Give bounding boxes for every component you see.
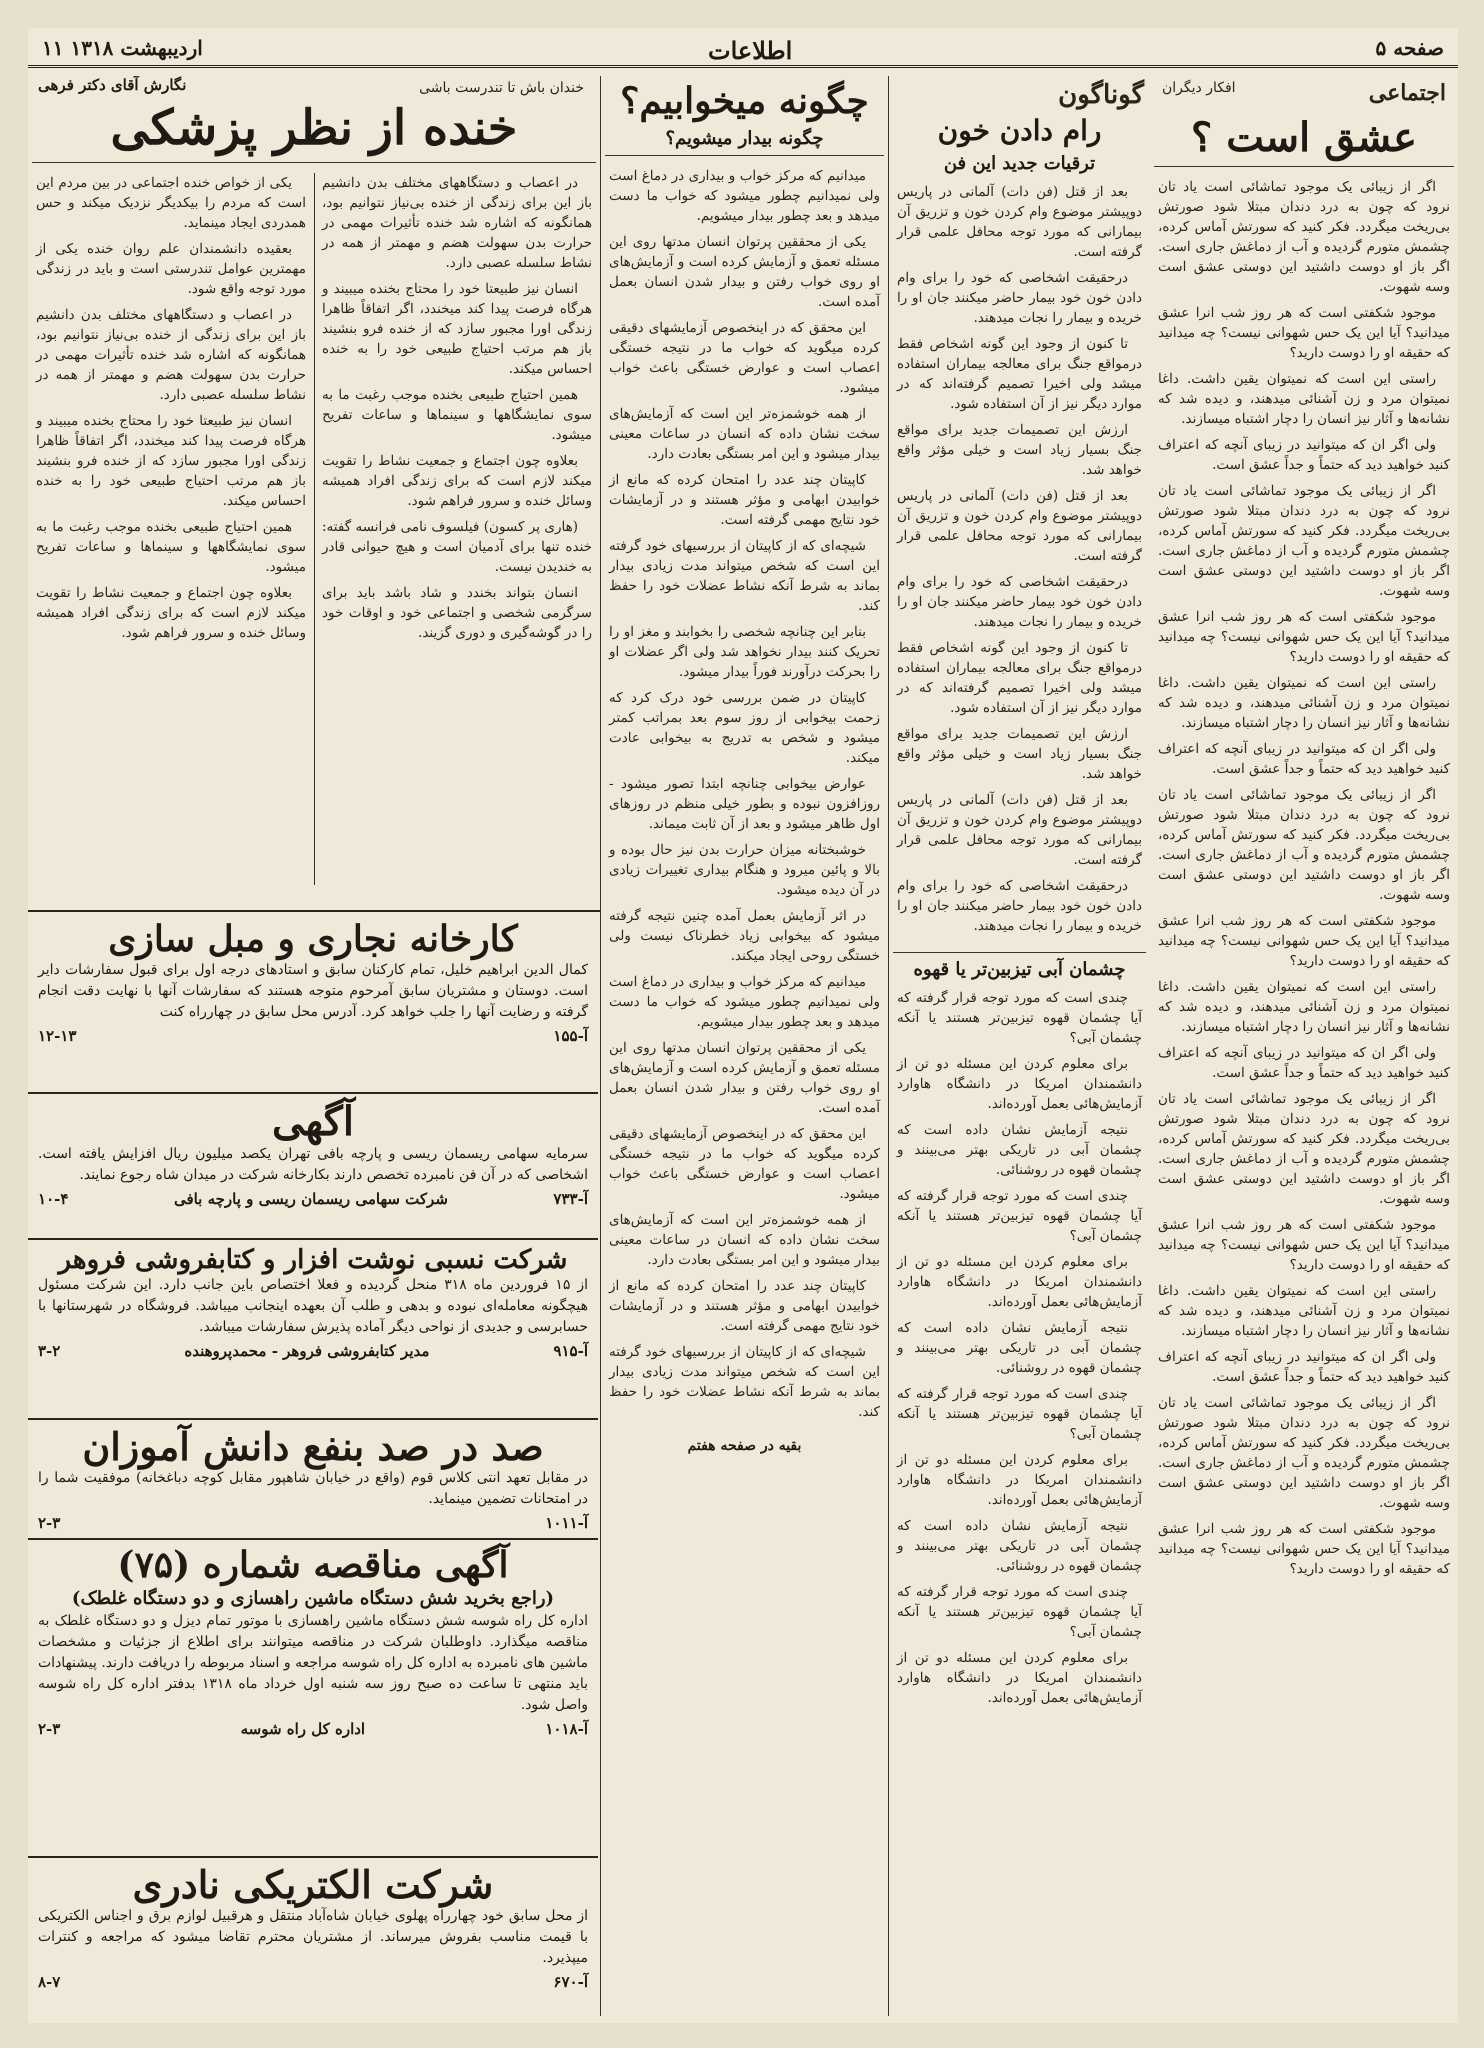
ad-title: کارخانه نجاری و مبل سازی: [108, 918, 518, 960]
divider: [32, 162, 596, 163]
paragraph: چندی است که مورد توجه قرار گرفته که آیا چشمان قهوه تیزبین‌تر هستند یا آنکه چشمان آبی؟: [897, 1583, 1142, 1640]
ad-body: کمال الدین ابراهیم خلیل، تمام کارکنان سابق و استادهای درجه اول برای قبول سفارشات دایر است. دوستان و مشتریان سابق آمرحوم متوجه هستند که سفارشات آنها با نهایت دقت انجام گرفته و رضایت آنها را جلب خواهد کرد. آدرس محل سابق در چهارراه کنت: [38, 961, 588, 1020]
paragraph: این محقق که در اینخصوص آزمایشهای دقیقی کرده میگوید که خواب ما در نتیجه خستگی اعصاب است و عوارض خستگی باعث خواب میشود.: [609, 319, 880, 396]
article-body-2: [889, 984, 1150, 1718]
paragraph: از همه خوشمزه‌تر این است که آزمایش‌های سخت نشان داده که انسان در ساعات معینی بیدار میشود و این امر بستگی بعادت دارد.: [609, 405, 880, 462]
paragraph: عوارض بیخوابی چنانچه ابتدا تصور میشود - روزافزون نبوده و بطور خیلی منظم در روزهای اول ظاهر میشود و بعد از آن ثابت میماند.: [609, 775, 880, 832]
ad-title: آگهی: [272, 1098, 354, 1145]
paragraph: برای معلوم کردن این مسئله دو تن از دانشمندان امریکا در دانشگاه هاوارد آزمایش‌هائی بعمل آورده‌اند.: [897, 1649, 1142, 1706]
paragraph: ارزش این تصمیمات جدید برای مواقع جنگ بسیار زیاد است و خیلی مؤثر واقع خواهد شد.: [897, 421, 1142, 478]
paragraph: چندی است که مورد توجه قرار گرفته که آیا چشمان قهوه تیزبین‌تر هستند یا آنکه چشمان آبی؟: [897, 1187, 1142, 1244]
column-misc: [888, 76, 1150, 2016]
article-body: [28, 169, 600, 889]
ad-body: از محل سابق خود چهارراه پهلوی خیابان شاه‌آباد منتقل و هرقبیل لوازم برق و اجناس الکتریکی با قیمت مناسب بفروش میرساند. از مشتریان محترم تقاضا میشود که مراجعه و کنترات میپذیرد.: [38, 1907, 588, 1966]
paragraph: همین احتیاج طبیعی بخنده موجب رغبت ما به سوی نمایشگاهها و سینماها و ساعات تفریح میشود.: [36, 519, 306, 575]
ad-title: شرکت الکتریکی نادری: [132, 1862, 494, 1907]
paragraph: راستی این است که نمیتوان یقین داشت. داغا نمیتوان مرد و زن آشنائی میدهند، و دیده شد که نشانه‌ها و آثار نیز انسان را دچار اشتباه میسازند.: [1158, 371, 1450, 427]
paragraph: موجود شکفتی است که هر روز شب انرا عشق میدانید؟ آیا این یک حس شهوانی نیست؟ چه میدانید که حقیقه او را دوست دارید؟: [1158, 1521, 1450, 1577]
paragraph: چندی است که مورد توجه قرار گرفته که آیا چشمان قهوه تیزبین‌تر هستند یا آنکه چشمان آبی؟: [897, 1385, 1142, 1442]
paragraph: یکی از محققین پرتوان انسان مدتها روی این مسئله تعمق و آزمایش کرده است و آزمایش‌های او روی خواب رفتن و بیدار شدن انسان بعمل آمده است.: [609, 233, 880, 310]
masthead: [28, 28, 1458, 68]
ad-code: آ-۶۷۰: [553, 1972, 588, 1991]
paragraph: برای معلوم کردن این مسئله دو تن از دانشمندان امریکا در دانشگاه هاوارد آزمایش‌هائی بعمل آورده‌اند.: [897, 1253, 1142, 1310]
issue-date: ۱۱ اردیبهشت ۱۳۱۸: [42, 36, 203, 60]
ad-code: آ-۱۰۱۱: [545, 1513, 588, 1532]
newspaper-page: [28, 28, 1458, 2023]
ad-body: اداره کل راه شوسه شش دستگاه ماشین راهسازی با موتور تمام دیزل و دو دستگاه غلطک به مناقصه میگذارد. داوطلبان شرکت در مناقصه میتوانند برای اطلاع از جزئیات و مشخصات ماشین های نامبرده به اداره کل راه شوسه مراجعه و اسناد مربوطه را دریافت دارند. پیشنهادات باید منتهی تا ساعت ده صبح روز سه شنبه اول خرداد ماه ۱۳۱۸ بدفتر اداره کل راه شوسه واصل شود.: [38, 1612, 588, 1713]
article-title: رام دادن خون: [937, 114, 1102, 147]
paragraph: ولی اگر ان که میتوانید در زیبای آنچه که اعتراف کنید خواهید دید که حتماً و جداً عشق است.: [1158, 1349, 1450, 1385]
column-laughter: [28, 76, 600, 912]
paragraph: ولی اگر ان که میتوانید در زیبای آنچه که اعتراف کنید خواهید دید که حتماً و جداً عشق است.: [1158, 741, 1450, 777]
paragraph: اگر از زیبائی یک موجود تماشائی است یاد تان نرود که چون به درد دندان مبتلا شود صورتش بی‌ریخت میگردد. فکر کنید که سورتش آماس کرده، چشمش متورم گردیده و آب از دماغش جاری است. اگر باز او دوست داشتید این دوستی عشق است وسه شهوت.: [1158, 787, 1450, 903]
paragraph: موجود شکفتی است که هر روز شب انرا عشق میدانید؟ آیا این یک حس شهوانی نیست؟ چه میدانید که حقیقه او را دوست دارید؟: [1158, 609, 1450, 665]
ad-date: ۱۰-۴: [38, 1190, 69, 1208]
ad-body: از ۱۵ فروردین ماه ۳۱۸ منحل گردیده و فعلا اختصاص باین جانب دارد. این شرکت مسئول هیچگونه معامله‌ای نبوده و بدهی و طلب آن بعهده اینجانب میباشد. فروشگاه در شهرستانها با حسابرسی و جدیدی از نواحی دیگر آماده پذیرش سفارشات میباشد.: [38, 1276, 588, 1335]
paragraph: بعقیده دانشمندان علم روان خنده یکی از مهمترین عوامل تندرستی است و باید در زندگی مورد توجه واقع شود.: [36, 241, 306, 297]
paragraph: کاپیتان چند عدد را امتحان کرده که مانع از خوابیدن ابهامی و مؤثر هستند و در آزمایشات خود نتایج مهمی گرفته است.: [609, 1277, 880, 1334]
paragraph: بنابر این چنانچه شخصی را بخوابند و مغز او را تحریک کنند بیدار نخواهد شد ولی اگر عضلات او را بحرکت درآورند فوراً بیدار میشود.: [609, 623, 880, 680]
section-kicker: اجتماعی: [1368, 80, 1446, 106]
paragraph: اگر از زیبائی یک موجود تماشائی است یاد تان نرود که چون به درد دندان مبتلا شود صورتش بی‌ریخت میگردد. فکر کنید که سورتش آماس کرده، چشمش متورم گردیده و آب از دماغش جاری است. اگر باز او دوست داشتید این دوستی عشق است وسه شهوت.: [1158, 1395, 1450, 1511]
paragraph: انسان نیز طبیعتا خود را محتاج بخنده میبیند و هرگاه فرصت پیدا کند میخندد، اگر اتفاقاً ظاهرا زندگی اورا مجبور سازد که از خنده فرو بنشیند باز هم مرتب احتیاج طبیعی خود را به خنده احساس میکند.: [36, 413, 306, 509]
paragraph: میدانیم که مرکز خواب و بیداری در دماغ است ولی نمیدانیم چطور میشود که خواب ما دست میدهد و بعد چطور بیدار میشویم.: [609, 167, 880, 224]
paragraph: برای معلوم کردن این مسئله دو تن از دانشمندان امریکا در دانشگاه هاوارد آزمایش‌هائی بعمل آورده‌اند.: [897, 1451, 1142, 1508]
paragraph: درحقیقت اشخاصی که خود را برای وام دادن خون خود بیمار حاضر میکنند جان او را خریده و بیمار را نجات میدهند.: [897, 877, 1142, 934]
ad-code: آ-۷۳۳: [553, 1190, 588, 1208]
article-title: چگونه میخوابیم؟: [620, 80, 869, 122]
ad-code: آ-۱۰۱۸: [545, 1719, 588, 1738]
paragraph: نتیجه آزمایش نشان داده است که چشمان آبی در تاریکی بهتر می‌بینند و چشمان قهوه در روشنائی.: [897, 1517, 1142, 1574]
ad-date: ۲-۳: [38, 1513, 61, 1532]
ad-notice: [28, 1094, 598, 1240]
paragraph: نتیجه آزمایش نشان داده است که چشمان آبی در تاریکی بهتر می‌بینند و چشمان قهوه در روشنائی.: [897, 1121, 1142, 1178]
divider: [1154, 166, 1454, 167]
article-body: [1150, 173, 1458, 1589]
article-body: [601, 162, 888, 1432]
article-subtitle: ترقیات جدید این فن: [943, 152, 1096, 174]
paragraph: درحقیقت اشخاصی که خود را برای وام دادن خون خود بیمار حاضر میکنند جان او را خریده و بیمار را نجات میدهند.: [897, 573, 1142, 630]
paragraph: اگر از زیبائی یک موجود تماشائی است یاد تان نرود که چون به درد دندان مبتلا شود صورتش بی‌ریخت میگردد. فکر کنید که سورتش آماس کرده، چشمش متورم گردیده و آب از دماغش جاری است. اگر باز او دوست داشتید این دوستی عشق است وسه شهوت.: [1158, 483, 1450, 599]
section-kicker: خندان باش تا تندرست باشی: [419, 80, 584, 96]
article-title: خنده از نظر پزشکی: [110, 100, 518, 156]
paragraph: در اثر آزمایش بعمل آمده چنین نتیجه گرفته میشود که بیخوابی زیاد خطرناک نیست ولی خستگی روحی ایجاد میکند.: [609, 907, 880, 964]
paragraph: راستی این است که نمیتوان یقین داشت. داغا نمیتوان مرد و زن آشنائی میدهند، و دیده شد که نشانه‌ها و آثار نیز انسان را دچار اشتباه میسازند.: [1158, 675, 1450, 731]
paragraph: همین احتیاج طبیعی بخنده موجب رغبت ما به سوی نمایشگاهها و سینماها و ساعات تفریح میشود.: [322, 387, 592, 443]
paragraph: موجود شکفتی است که هر روز شب انرا عشق میدانید؟ آیا این یک حس شهوانی نیست؟ چه میدانید که حقیقه او را دوست دارید؟: [1158, 913, 1450, 969]
article-subtitle-2: چشمان آبی تیزبین‌تر یا قهوه: [913, 958, 1126, 980]
paragraph: خوشبختانه میزان حرارت بدن نیز حال بوده و بالا و پائین میرود و هنگام بیداری تغییرات زیادی در آن دیده میشود.: [609, 841, 880, 898]
ad-bookstore: [28, 1240, 598, 1420]
paragraph: (هاری پر کسون) فیلسوف نامی فرانسه گفته: خنده تنها برای آدمیان است و هیچ حیوانی قادر به خندیدن نیست.: [322, 519, 592, 575]
paragraph: موجود شکفتی است که هر روز شب انرا عشق میدانید؟ آیا این یک حس شهوانی نیست؟ چه میدانید که حقیقه او را دوست دارید؟: [1158, 1217, 1450, 1273]
ad-signature: اداره کل راه شوسه: [240, 1719, 366, 1738]
paragraph: ولی اگر ان که میتوانید در زیبای آنچه که اعتراف کنید خواهید دید که حتماً و جداً عشق است.: [1158, 437, 1450, 473]
ad-carpentry: [28, 914, 598, 1094]
paragraph: در اعصاب و دستگاههای مختلف بدن دانشیم باز این برای زندگی از خنده بی‌نیاز نتوانیم بود، همانگونه که اشاره شد خنده تأثیرات مهمی در حرارت بدن سهولت هضم و مهمتر از همه در نشاط سلسله عصبی دارد.: [322, 175, 592, 271]
paragraph: بعد از قتل (فن دات) آلمانی در پاریس دوپیشتر موضوع وام کردن خون و تزریق آن بیمارانی که مورد توجه محافل علمی قرار گرفته است.: [897, 791, 1142, 868]
divider: [605, 155, 884, 156]
paragraph: درحقیقت اشخاصی که خود را برای وام دادن خون خود بیمار حاضر میکنند جان او را خریده و بیمار را نجات میدهند.: [897, 269, 1142, 326]
ad-code: آ-۹۱۵: [553, 1341, 588, 1360]
paragraph: یکی از خواص خنده اجتماعی در بین مردم این است که مردم را بیکدیگر نزدیک میکند و حس همدردی ایجاد مینماید.: [36, 175, 306, 231]
ad-title: صد در صد بنفع دانش آموزان: [82, 1424, 544, 1469]
ad-signature: مدیر کتابفروشی فروهر - محمدپروهنده: [184, 1341, 430, 1360]
ad-date: ۲-۳: [38, 1719, 61, 1738]
ad-signature: شرکت سهامی ریسمان ریسی و پارچه بافی: [173, 1190, 448, 1208]
paragraph: چندی است که مورد توجه قرار گرفته که آیا چشمان قهوه تیزبین‌تر هستند یا آنکه چشمان آبی؟: [897, 989, 1142, 1046]
paragraph: شیچه‌ای که از کاپیتان از بررسیهای خود گرفته این است که شخص میتواند مدت زیادی بیدار بماند به شرط آنکه نشاط عضلات خود را حفظ کند.: [609, 1343, 880, 1420]
column-social: [1150, 76, 1458, 2016]
paragraph: تا کنون از وجود این گونه اشخاص فقط درمواقع جنگ برای معالجه بیماران استفاده میشد ولی اخیرا تصمیم گرفته‌اند که در موارد دیگر نیز از آن استفاده شود.: [897, 335, 1142, 412]
paragraph: انسان نیز طبیعتا خود را محتاج بخنده میبیند و هرگاه فرصت پیدا کند میخندد، اگر اتفاقاً ظاهرا زندگی اورا مجبور سازد که از خنده فرو بنشیند باز هم مرتب احتیاج طبیعی خود را به خنده احساس میکند.: [322, 281, 592, 377]
paragraph: از همه خوشمزه‌تر این است که آزمایش‌های سخت نشان داده که انسان در ساعات معینی بیدار میشود و این امر بستگی بعادت دارد.: [609, 1211, 880, 1268]
page-label: صفحه ۵: [1375, 36, 1444, 60]
paragraph: موجود شکفتی است که هر روز شب انرا عشق میدانید؟ آیا این یک حس شهوانی نیست؟ چه میدانید که حقیقه او را دوست دارید؟: [1158, 305, 1450, 361]
paragraph: ولی اگر ان که میتوانید در زیبای آنچه که اعتراف کنید خواهید دید که حتماً و جداً عشق است.: [1158, 1045, 1450, 1081]
paragraph: ارزش این تصمیمات جدید برای مواقع جنگ بسیار زیاد است و خیلی مؤثر واقع خواهد شد.: [897, 725, 1142, 782]
paragraph: بعد از قتل (فن دات) آلمانی در پاریس دوپیشتر موضوع وام کردن خون و تزریق آن بیمارانی که مورد توجه محافل علمی قرار گرفته است.: [897, 183, 1142, 260]
paragraph: این محقق که در اینخصوص آزمایشهای دقیقی کرده میگوید که خواب ما در نتیجه خستگی اعصاب است و عوارض خستگی باعث خواب میشود.: [609, 1125, 880, 1202]
continued-note: بقیه در صفحه هفتم: [687, 1437, 802, 1454]
paragraph: انسان بتواند بخندد و شاد باشد باید برای سرگرمی شخصی و اجتماعی خود و اوقات خود را در گوشه‌گیری و دوری گزیند.: [322, 585, 592, 641]
paper-name: اطلاعات: [708, 36, 793, 65]
paragraph: یکی از محققین پرتوان انسان مدتها روی این مسئله تعمق و آزمایش کرده است و آزمایش‌های او روی خواب رفتن و بیدار شدن انسان بعمل آمده است.: [609, 1039, 880, 1116]
paragraph: تا کنون از وجود این گونه اشخاص فقط درمواقع جنگ برای معالجه بیماران استفاده میشد ولی اخیرا تصمیم گرفته‌اند که در موارد دیگر نیز از آن استفاده شود.: [897, 639, 1142, 716]
paragraph: نتیجه آزمایش نشان داده است که چشمان آبی در تاریکی بهتر می‌بینند و چشمان قهوه در روشنائی.: [897, 1319, 1142, 1376]
ad-date: ۳-۲: [38, 1341, 61, 1360]
ad-title: شرکت نسبی نوشت افزار و کتابفروشی فروهر: [58, 1245, 568, 1275]
ad-date: ۸-۷: [38, 1972, 61, 1991]
column-sleep: [600, 76, 888, 2016]
ad-subtitle: (راجع بخرید شش دستگاه ماشین راهسازی و دو دستگاه غلطک): [71, 1587, 555, 1609]
byline: نگارش آقای دکتر فرهی: [38, 76, 187, 94]
paragraph: کاپیتان چند عدد را امتحان کرده که مانع از خوابیدن ابهامی و مؤثر هستند و در آزمایشات خود نتایج مهمی گرفته است.: [609, 471, 880, 528]
ad-tender: [28, 1540, 598, 1858]
paragraph: بعلاوه چون اجتماع و جمعیت نشاط را تقویت میکند لازم است که برای زندگی افراد همیشه وسائل خنده و سرور فراهم شود.: [36, 585, 306, 641]
paragraph: بعد از قتل (فن دات) آلمانی در پاریس دوپیشتر موضوع وام کردن خون و تزریق آن بیمارانی که مورد توجه محافل علمی قرار گرفته است.: [897, 487, 1142, 564]
ad-electric: [28, 1858, 598, 2018]
paragraph: راستی این است که نمیتوان یقین داشت. داغا نمیتوان مرد و زن آشنائی میدهند، و دیده شد که نشانه‌ها و آثار نیز انسان را دچار اشتباه میسازند.: [1158, 979, 1450, 1035]
paragraph: در اعصاب و دستگاههای مختلف بدن دانشیم باز این برای زندگی از خنده بی‌نیاز نتوانیم بود، همانگونه که اشاره شد خنده تأثیرات مهمی در حرارت بدن سهولت هضم و مهمتر از همه در نشاط سلسله عصبی دارد.: [36, 307, 306, 403]
ad-body: در مقابل تعهد انتی کلاس قوم (واقع در خیابان شاهپور مقابل کوچه دباغخانه) موفقیت شما را در امتحانات تضمین مینماید.: [38, 1469, 588, 1507]
section-kicker-secondary: افکار دیگران: [1162, 80, 1236, 96]
section-kicker: گوناگون: [1058, 80, 1144, 110]
ad-body: سرمایه سهامی ریسمان ریسی و پارچه بافی تهران یکصد میلیون ریال افزایش یافته است. اشخاصی که در آن فن نامبرده تخصص دارند بکارخانه شرکت در میدان شاه رجوع نمایند.: [38, 1146, 588, 1183]
ad-date: ۱۲-۱۳: [38, 1026, 77, 1045]
article-title: عشق است ؟: [1191, 114, 1417, 161]
paragraph: کاپیتان در ضمن بررسی خود درک کرد که زحمت بیخوابی از روز سوم بعد بمراتب کمتر میشود و شخص به تدریج به بیخوابی عادت میکند.: [609, 689, 880, 766]
article-body: [889, 178, 1150, 946]
paragraph: شیچه‌ای که از کاپیتان از بررسیهای خود گرفته این است که شخص میتواند مدت زیادی بیدار بماند به شرط آنکه نشاط عضلات خود را حفظ کند.: [609, 537, 880, 614]
ad-students: [28, 1420, 598, 1540]
ad-code: آ-۱۵۵: [553, 1026, 588, 1045]
divider: [893, 952, 1146, 953]
paragraph: برای معلوم کردن این مسئله دو تن از دانشمندان امریکا در دانشگاه هاوارد آزمایش‌هائی بعمل آورده‌اند.: [897, 1055, 1142, 1112]
paragraph: اگر از زیبائی یک موجود تماشائی است یاد تان نرود که چون به درد دندان مبتلا شود صورتش بی‌ریخت میگردد. فکر کنید که سورتش آماس کرده، چشمش متورم گردیده و آب از دماغش جاری است. اگر باز او دوست داشتید این دوستی عشق است وسه شهوت.: [1158, 1091, 1450, 1207]
paragraph: میدانیم که مرکز خواب و بیداری در دماغ است ولی نمیدانیم چطور میشود که خواب ما دست میدهد و بعد چطور بیدار میشویم.: [609, 973, 880, 1030]
paragraph: راستی این است که نمیتوان یقین داشت. داغا نمیتوان مرد و زن آشنائی میدهند، و دیده شد که نشانه‌ها و آثار نیز انسان را دچار اشتباه میسازند.: [1158, 1283, 1450, 1339]
paragraph: اگر از زیبائی یک موجود تماشائی است یاد تان نرود که چون به درد دندان مبتلا شود صورتش بی‌ریخت میگردد. فکر کنید که سورتش آماس کرده، چشمش متورم گردیده و آب از دماغش جاری است. اگر باز او دوست داشتید این دوستی عشق است وسه شهوت.: [1158, 179, 1450, 295]
article-subtitle: چگونه بیدار میشویم؟: [665, 127, 824, 149]
paragraph: بعلاوه چون اجتماع و جمعیت نشاط را تقویت میکند لازم است که برای زندگی افراد همیشه وسائل خنده و سرور فراهم شود.: [322, 453, 592, 509]
ad-title: آگهی مناقصه شماره (۷۵): [117, 1544, 509, 1586]
